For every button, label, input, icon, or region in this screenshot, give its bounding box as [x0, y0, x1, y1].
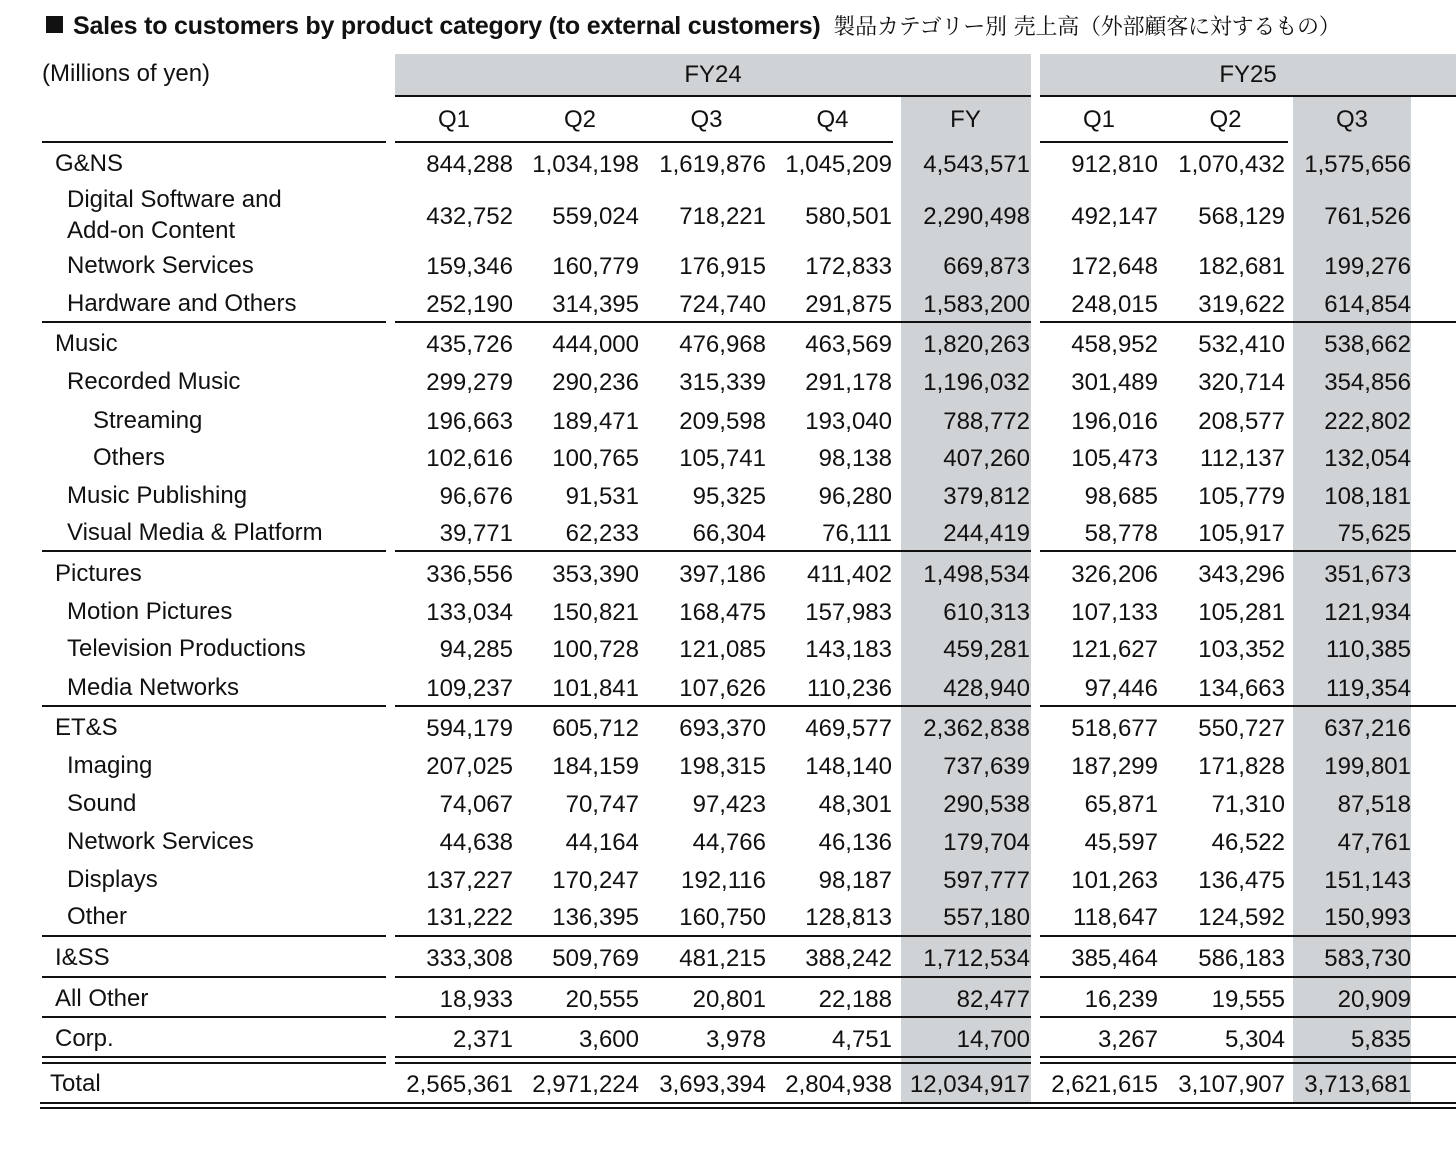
- table-cell: 172,648: [1071, 253, 1158, 280]
- table-cell: 550,727: [1198, 715, 1285, 742]
- table-cell: 101,841: [552, 675, 639, 702]
- table-cell: 196,663: [426, 408, 513, 435]
- table-cell: 133,034: [426, 599, 513, 626]
- table-cell: 66,304: [692, 520, 766, 547]
- table-cell: 184,159: [552, 753, 639, 780]
- table-cell: 97,423: [692, 791, 766, 818]
- table-cell: 62,233: [565, 520, 639, 547]
- table-cell: 379,812: [943, 483, 1030, 510]
- table-cell: 469,577: [805, 715, 892, 742]
- table-cell: 319,622: [1198, 291, 1285, 318]
- table-cell: 1,583,200: [923, 291, 1030, 318]
- table-cell: 594,179: [426, 715, 513, 742]
- table-cell: 336,556: [426, 561, 513, 588]
- column-header: FY: [950, 106, 981, 133]
- section-rule: [395, 550, 1031, 552]
- table-cell: 2,290,498: [923, 202, 1030, 230]
- table-cell: 291,178: [805, 369, 892, 396]
- table-cell: 5,835: [1350, 1026, 1411, 1053]
- table-cell: 1,712,534: [923, 945, 1030, 972]
- section-rule: [42, 935, 386, 937]
- section-rule: [42, 976, 386, 978]
- table-cell: 788,772: [943, 408, 1030, 435]
- column-header: Q3: [690, 106, 723, 133]
- table-cell: 137,227: [426, 867, 513, 894]
- total-double-rule: [395, 1062, 1031, 1064]
- table-cell: 18,933: [439, 986, 513, 1013]
- table-cell: 74,067: [439, 791, 513, 818]
- table-cell: 2,621,615: [1051, 1071, 1158, 1098]
- row-label: Visual Media & Platform: [67, 519, 323, 546]
- table-cell: 1,820,263: [923, 331, 1030, 358]
- table-cell: 168,475: [679, 599, 766, 626]
- row-label: Network Services: [67, 252, 254, 279]
- table-cell: 583,730: [1324, 945, 1411, 972]
- table-cell: 737,639: [943, 753, 1030, 780]
- row-label: Digital Software and Add-on Content: [67, 186, 282, 244]
- table-cell: 568,129: [1198, 202, 1285, 230]
- row-label: Other: [67, 903, 128, 930]
- title-japanese: 製品カテゴリー別 売上高（外部顧客に対するもの）: [833, 15, 1341, 40]
- table-cell: 19,555: [1211, 986, 1285, 1013]
- table-cell: 12,034,917: [909, 1071, 1030, 1098]
- table-cell: 463,569: [805, 331, 892, 358]
- table-cell: 2,362,838: [923, 715, 1030, 742]
- row-label: Television Productions: [67, 635, 306, 662]
- section-rule: [1040, 321, 1456, 323]
- table-cell: 105,741: [679, 445, 766, 472]
- table-cell: 44,766: [692, 829, 766, 856]
- table-cell: 105,917: [1198, 520, 1285, 547]
- section-rule: [1040, 976, 1456, 978]
- table-cell: 459,281: [943, 636, 1030, 663]
- table-cell: 1,196,032: [923, 369, 1030, 396]
- table-cell: 557,180: [943, 904, 1030, 931]
- row-label: Hardware and Others: [67, 290, 297, 317]
- table-cell: 844,288: [426, 151, 513, 178]
- table-cell: 150,993: [1324, 904, 1411, 931]
- table-cell: 333,308: [426, 945, 513, 972]
- table-cell: 637,216: [1324, 715, 1411, 742]
- table-cell: 299,279: [426, 369, 513, 396]
- table-cell: 189,471: [552, 408, 639, 435]
- table-cell: 222,802: [1324, 408, 1411, 435]
- table-cell: 1,045,209: [785, 151, 892, 178]
- fiscal-year-header: FY25: [1219, 61, 1277, 88]
- section-rule: [1040, 1016, 1456, 1018]
- table-cell: 411,402: [807, 561, 892, 588]
- table-cell: 291,875: [805, 291, 892, 318]
- table-cell: 170,247: [552, 867, 639, 894]
- table-cell: 724,740: [679, 291, 766, 318]
- table-cell: 385,464: [1071, 945, 1158, 972]
- table-cell: 87,518: [1337, 791, 1411, 818]
- row-label: Corp.: [55, 1025, 114, 1052]
- table-cell: 148,140: [805, 753, 892, 780]
- table-cell: 107,626: [679, 675, 766, 702]
- total-double-rule: [1040, 1056, 1456, 1058]
- table-cell: 248,015: [1071, 291, 1158, 318]
- section-rule: [42, 705, 386, 707]
- table-cell: 209,598: [679, 408, 766, 435]
- table-cell: 314,395: [552, 291, 639, 318]
- table-cell: 16,239: [1084, 986, 1158, 1013]
- table-cell: 2,371: [452, 1026, 513, 1053]
- table-cell: 435,726: [426, 331, 513, 358]
- table-cell: 160,750: [679, 904, 766, 931]
- column-header: Q3: [1335, 106, 1368, 133]
- table-cell: 2,565,361: [406, 1071, 513, 1098]
- table-cell: 4,543,571: [923, 151, 1030, 178]
- table-cell: 199,276: [1324, 253, 1411, 280]
- table-cell: 48,301: [818, 791, 892, 818]
- row-label: I&SS: [55, 944, 110, 971]
- table-cell: 476,968: [679, 331, 766, 358]
- table-cell: 131,222: [426, 904, 513, 931]
- table-cell: 290,538: [943, 791, 1030, 818]
- row-label: All Other: [55, 985, 149, 1012]
- table-cell: 407,260: [943, 445, 1030, 472]
- table-cell: 3,267: [1097, 1026, 1158, 1053]
- section-rule: [395, 705, 1031, 707]
- section-rule: [395, 976, 1031, 978]
- section-rule: [395, 321, 1031, 323]
- fiscal-year-header: FY24: [684, 61, 742, 88]
- table-cell: 157,983: [805, 599, 892, 626]
- table-cell: 182,681: [1198, 253, 1285, 280]
- table-cell: 3,713,681: [1304, 1071, 1411, 1098]
- table-cell: 105,779: [1198, 483, 1285, 510]
- fy-header-rule: [395, 95, 1031, 97]
- table-cell: 98,187: [818, 867, 892, 894]
- table-cell: 121,934: [1324, 599, 1411, 626]
- table-cell: 326,206: [1071, 561, 1158, 588]
- table-cell: 112,137: [1200, 445, 1285, 472]
- table-cell: 150,821: [552, 599, 639, 626]
- table-cell: 101,263: [1071, 867, 1158, 894]
- table-cell: 58,778: [1084, 520, 1158, 547]
- table-cell: 47,761: [1337, 829, 1411, 856]
- fy-header-rule: [1040, 95, 1456, 97]
- table-cell: 159,346: [426, 253, 513, 280]
- table-cell: 97,446: [1084, 675, 1158, 702]
- table-cell: 538,662: [1324, 331, 1411, 358]
- square-bullet-icon: [46, 16, 63, 33]
- table-cell: 252,190: [426, 291, 513, 318]
- table-cell: 4,751: [831, 1026, 892, 1053]
- table-cell: 91,531: [565, 483, 639, 510]
- row-label: Displays: [67, 866, 158, 893]
- table-cell: 580,501: [805, 202, 892, 230]
- table-cell: 610,313: [943, 599, 1030, 626]
- column-header: Q2: [1209, 106, 1242, 133]
- table-cell: 179,704: [943, 829, 1030, 856]
- table-cell: 388,242: [805, 945, 892, 972]
- column-header: Q2: [563, 106, 596, 133]
- table-cell: 136,395: [552, 904, 639, 931]
- table-cell: 20,801: [692, 986, 766, 1013]
- table-cell: 102,616: [426, 445, 513, 472]
- row-label: Others: [93, 444, 166, 471]
- table-cell: 3,693,394: [659, 1071, 766, 1098]
- table-cell: 301,489: [1071, 369, 1158, 396]
- table-cell: 105,473: [1071, 445, 1158, 472]
- table-cell: 108,181: [1324, 483, 1411, 510]
- table-cell: 1,034,198: [532, 151, 639, 178]
- section-rule: [1040, 935, 1456, 937]
- table-cell: 481,215: [679, 945, 766, 972]
- table-cell: 586,183: [1198, 945, 1285, 972]
- table-cell: 71,310: [1211, 791, 1285, 818]
- table-cell: 22,188: [818, 986, 892, 1013]
- row-label: Motion Pictures: [67, 598, 233, 625]
- section-rule: [1040, 550, 1456, 552]
- row-label: G&NS: [55, 150, 124, 177]
- column-header: Q1: [1082, 106, 1115, 133]
- table-cell: 432,752: [426, 202, 513, 230]
- table-cell: 1,498,534: [923, 561, 1030, 588]
- table-cell: 121,627: [1071, 636, 1158, 663]
- table-cell: 100,765: [552, 445, 639, 472]
- table-cell: 110,236: [807, 675, 892, 702]
- table-cell: 5,304: [1224, 1026, 1285, 1053]
- unit-label: (Millions of yen): [42, 60, 211, 87]
- section-rule: [42, 550, 386, 552]
- table-cell: 199,801: [1324, 753, 1411, 780]
- table-cell: 2,804,938: [785, 1071, 892, 1098]
- row-label: Recorded Music: [67, 368, 241, 395]
- row-label: Sound: [67, 790, 137, 817]
- table-cell: 44,638: [439, 829, 513, 856]
- table-cell: 46,522: [1211, 829, 1285, 856]
- column-header: Q1: [437, 106, 470, 133]
- table-cell: 193,040: [805, 408, 892, 435]
- column-header: Q4: [816, 106, 849, 133]
- table-cell: 70,747: [565, 791, 639, 818]
- table-cell: 1,619,876: [659, 151, 766, 178]
- table-cell: 532,410: [1198, 331, 1285, 358]
- table-cell: 96,280: [818, 483, 892, 510]
- row-label: Streaming: [93, 407, 203, 434]
- header-rule: [42, 141, 386, 143]
- section-rule: [395, 1016, 1031, 1018]
- table-cell: 669,873: [943, 253, 1030, 280]
- row-label: Music Publishing: [67, 482, 248, 509]
- table-cell: 492,147: [1071, 202, 1158, 230]
- table-cell: 428,940: [943, 675, 1030, 702]
- table-cell: 3,600: [578, 1026, 639, 1053]
- row-label: Total: [50, 1070, 101, 1097]
- section-rule: [1040, 705, 1456, 707]
- table-cell: 343,296: [1198, 561, 1285, 588]
- table-cell: 75,625: [1337, 520, 1411, 547]
- table-cell: 98,138: [818, 445, 892, 472]
- table-cell: 2,971,224: [532, 1071, 639, 1098]
- table-cell: 192,116: [681, 867, 766, 894]
- table-cell: 290,236: [552, 369, 639, 396]
- table-cell: 320,714: [1198, 369, 1285, 396]
- table-cell: 444,000: [552, 331, 639, 358]
- header-rule: [1040, 141, 1288, 143]
- table-cell: 96,676: [439, 483, 513, 510]
- table-cell: 172,833: [805, 253, 892, 280]
- title-english: Sales to customers by product category (to external customers): [73, 12, 821, 40]
- table-cell: 244,419: [943, 520, 1030, 547]
- table-cell: 354,856: [1324, 369, 1411, 396]
- table-cell: 351,673: [1324, 561, 1411, 588]
- table-cell: 124,592: [1198, 904, 1285, 931]
- section-rule: [395, 935, 1031, 937]
- table-cell: 143,183: [805, 636, 892, 663]
- table-cell: 107,133: [1071, 599, 1158, 626]
- table-cell: 912,810: [1071, 151, 1158, 178]
- table-cell: 20,555: [565, 986, 639, 1013]
- table-cell: 121,085: [679, 636, 766, 663]
- table-cell: 151,143: [1324, 867, 1411, 894]
- table-cell: 353,390: [552, 561, 639, 588]
- table-cell: 208,577: [1198, 408, 1285, 435]
- table-cell: 132,054: [1324, 445, 1411, 472]
- table-cell: 95,325: [692, 483, 766, 510]
- table-cell: 134,663: [1198, 675, 1285, 702]
- row-label: Imaging: [67, 752, 153, 779]
- total-double-rule: [42, 1056, 386, 1058]
- table-cell: 98,685: [1084, 483, 1158, 510]
- table-cell: 597,777: [943, 867, 1030, 894]
- table-title: [46, 10, 1341, 41]
- table-cell: 20,909: [1337, 986, 1411, 1013]
- table-cell: 559,024: [552, 202, 639, 230]
- table-cell: 82,477: [956, 986, 1030, 1013]
- table-cell: 458,952: [1071, 331, 1158, 358]
- section-rule: [42, 1016, 386, 1018]
- row-label: ET&S: [55, 714, 118, 741]
- table-cell: 76,111: [822, 520, 892, 547]
- table-cell: 110,385: [1326, 636, 1411, 663]
- total-double-rule: [42, 1062, 386, 1064]
- table-cell: 1,575,656: [1304, 151, 1411, 178]
- table-cell: 693,370: [679, 715, 766, 742]
- table-cell: 171,828: [1198, 753, 1285, 780]
- table-cell: 160,779: [552, 253, 639, 280]
- table-cell: 518,677: [1071, 715, 1158, 742]
- table-cell: 119,354: [1326, 675, 1411, 702]
- row-label: Media Networks: [67, 674, 240, 701]
- bottom-rule: [40, 1102, 1456, 1104]
- table-cell: 196,016: [1071, 408, 1158, 435]
- table-cell: 100,728: [552, 636, 639, 663]
- table-cell: 614,854: [1324, 291, 1411, 318]
- table-cell: 109,237: [426, 675, 513, 702]
- table-cell: 1,070,432: [1178, 151, 1285, 178]
- section-rule: [42, 321, 386, 323]
- table-cell: 397,186: [679, 561, 766, 588]
- table-cell: 187,299: [1071, 753, 1158, 780]
- table-cell: 605,712: [552, 715, 639, 742]
- row-label: Music: [55, 330, 118, 357]
- table-cell: 3,107,907: [1178, 1071, 1285, 1098]
- header-rule: [395, 141, 893, 143]
- table-cell: 136,475: [1198, 867, 1285, 894]
- row-label: Network Services: [67, 828, 254, 855]
- total-double-rule: [395, 1056, 1031, 1058]
- table-cell: 176,915: [679, 253, 766, 280]
- table-cell: 103,352: [1198, 636, 1285, 663]
- table-cell: 718,221: [679, 202, 766, 230]
- table-cell: 39,771: [439, 520, 513, 547]
- table-cell: 128,813: [805, 904, 892, 931]
- table-cell: 46,136: [818, 829, 892, 856]
- bottom-rule: [40, 1107, 1456, 1109]
- table-cell: 761,526: [1324, 202, 1411, 230]
- table-cell: 207,025: [426, 753, 513, 780]
- table-cell: 198,315: [679, 753, 766, 780]
- table-cell: 44,164: [565, 829, 639, 856]
- table-cell: 315,339: [679, 369, 766, 396]
- table-cell: 3,978: [705, 1026, 766, 1053]
- table-cell: 45,597: [1084, 829, 1158, 856]
- row-label: Pictures: [55, 560, 142, 587]
- table-cell: 94,285: [439, 636, 513, 663]
- table-cell: 509,769: [552, 945, 639, 972]
- table-cell: 65,871: [1084, 791, 1158, 818]
- total-double-rule: [1040, 1062, 1456, 1064]
- table-cell: 118,647: [1073, 904, 1158, 931]
- table-cell: 14,700: [956, 1026, 1030, 1053]
- table-cell: 105,281: [1198, 599, 1285, 626]
